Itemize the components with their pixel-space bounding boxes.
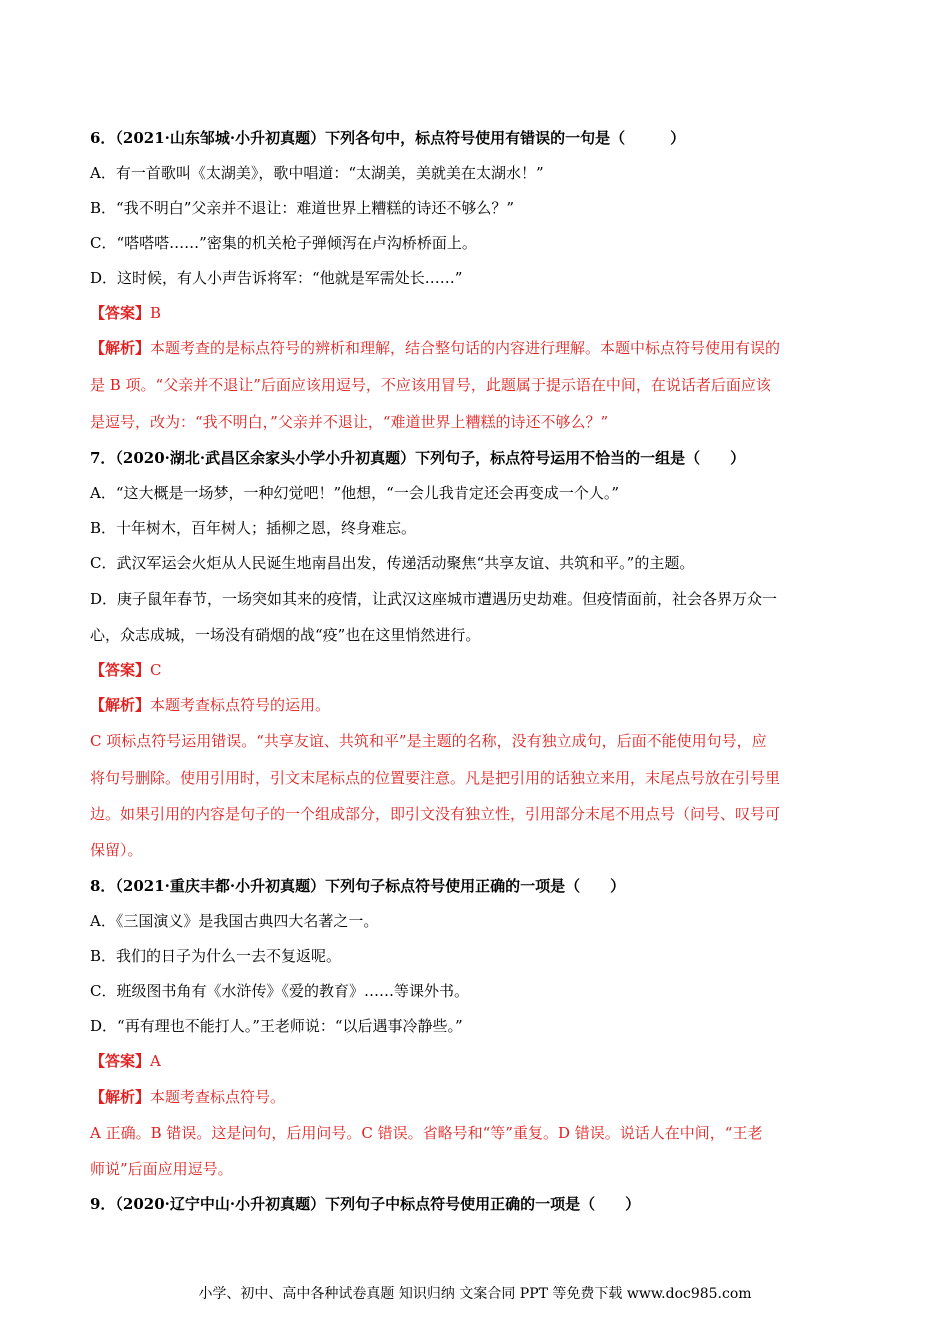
question-8-title: 8．（2021·重庆丰都·小升初真题）下列句子标点符号使用正确的一项是（ ）: [90, 877, 626, 895]
answer-label: 【答案】: [90, 1052, 151, 1070]
analysis-line: 是逗号，改为：“我不明白，”父亲并不退让，“难道世界上糟糕的诗还不够么？”: [90, 413, 609, 431]
answer-label: 【答案】: [90, 661, 151, 679]
question-8-option-b: B．我们的日子为什么一去不复返呢。: [90, 947, 342, 965]
answer-label: 【答案】: [90, 304, 151, 322]
page-footer: 小学、初中、高中各种试卷真题 知识归纳 文案合同 PPT 等免费下载 www.doc985.com: [198, 1286, 752, 1302]
question-7-analysis: [90, 695, 870, 715]
analysis-line: 是 B 项。“父亲并不退让”后面应该用逗号，不应该用冒号，此题属于提示语在中间，在说话者后面应该: [90, 376, 771, 394]
analysis-line: C 项标点符号运用错误。“共享友谊、共筑和平”是主题的名称，没有独立成句，后面不能使用句号，应: [90, 732, 767, 750]
question-7-option-d: D．庚子鼠年春节，一场突如其来的疫情，让武汉这座城市遭遇历史劫难。但疫情面前，社会各界万众一: [90, 590, 778, 608]
question-7-option-b: B．十年树木，百年树人；插柳之恩，终身难忘。: [90, 519, 417, 537]
question-6-answer: [90, 303, 870, 323]
analysis-line: 边。如果引用的内容是句子的一个组成部分，即引文没有独立性，引用部分末尾不用点号（问号、叹号可: [90, 805, 781, 823]
analysis-text: 本题考查标点符号的运用。: [150, 696, 331, 714]
question-7-option-d-cont: 心，众志成城，一场没有硝烟的战“疫”也在这里悄然进行。: [90, 626, 481, 644]
question-6-title: 6．（2021·山东邹城·小升初真题）下列各句中，标点符号使用有错误的一句是（ ）: [90, 129, 686, 147]
analysis-line: A 正确。B 错误。这是问句，后用问号。C 错误。省略号和“等”重复。D 错误。说话人在中间，“王老: [90, 1124, 763, 1142]
answer-value: C: [150, 661, 162, 679]
analysis-line: 师说”后面应用逗号。: [90, 1160, 233, 1178]
question-6-option-c: C．“嗒嗒嗒……”密集的机关枪子弹倾泻在卢沟桥桥面上。: [90, 234, 477, 252]
question-8-option-c: C．班级图书角有《水浒传》《爱的教育》……等课外书。: [90, 982, 469, 1000]
question-7-option-c: C．武汉军运会火炬从人民诞生地南昌出发，传递活动聚焦“共享友谊、共筑和平。”的主题。: [90, 554, 695, 572]
analysis-label: 【解析】: [90, 696, 151, 714]
analysis-text: 本题考查标点符号。: [150, 1088, 286, 1106]
question-9-title: 9．（2020·辽宁中山·小升初真题）下列句子中标点符号使用正确的一项是（ ）: [90, 1195, 641, 1213]
question-8-option-a: A．《三国演义》是我国古典四大名著之一。: [90, 912, 379, 930]
question-6-option-d: D．这时候，有人小声告诉将军：“他就是军需处长……”: [90, 269, 463, 287]
analysis-line: 将句号删除。使用引用时，引文末尾标点的位置要注意。凡是把引用的话独立来用，末尾点号放在引号里: [90, 769, 781, 787]
question-7-option-a: A．“这大概是一场梦，一种幻觉吧！”他想，“一会儿我肯定还会再变成一个人。”: [90, 484, 620, 502]
answer-value: B: [150, 304, 162, 322]
analysis-text: 本题考查的是标点符号的辨析和理解，结合整句话的内容进行理解。本题中标点符号使用有误的: [150, 339, 781, 357]
question-7-title: 7．（2020·湖北·武昌区余家头小学小升初真题）下列句子，标点符号运用不恰当的一组是（ ）: [90, 449, 746, 467]
question-8-analysis: [90, 1087, 870, 1107]
question-7-answer: [90, 660, 870, 680]
question-8-option-d: D．“再有理也不能打人。”王老师说：“以后遇事冷静些。”: [90, 1017, 463, 1035]
question-8-answer: [90, 1051, 870, 1071]
analysis-line: 保留）。: [90, 841, 143, 859]
analysis-label: 【解析】: [90, 1088, 151, 1106]
question-6-option-a: A．有一首歌叫《太湖美》，歌中唱道：“太湖美，美就美在太湖水！”: [90, 164, 544, 182]
question-6-option-b: B．“我不明白”父亲并不退让：难道世界上糟糕的诗还不够么？”: [90, 199, 515, 217]
analysis-label: 【解析】: [90, 339, 151, 357]
question-6-analysis: [90, 338, 870, 358]
answer-value: A: [150, 1052, 161, 1070]
